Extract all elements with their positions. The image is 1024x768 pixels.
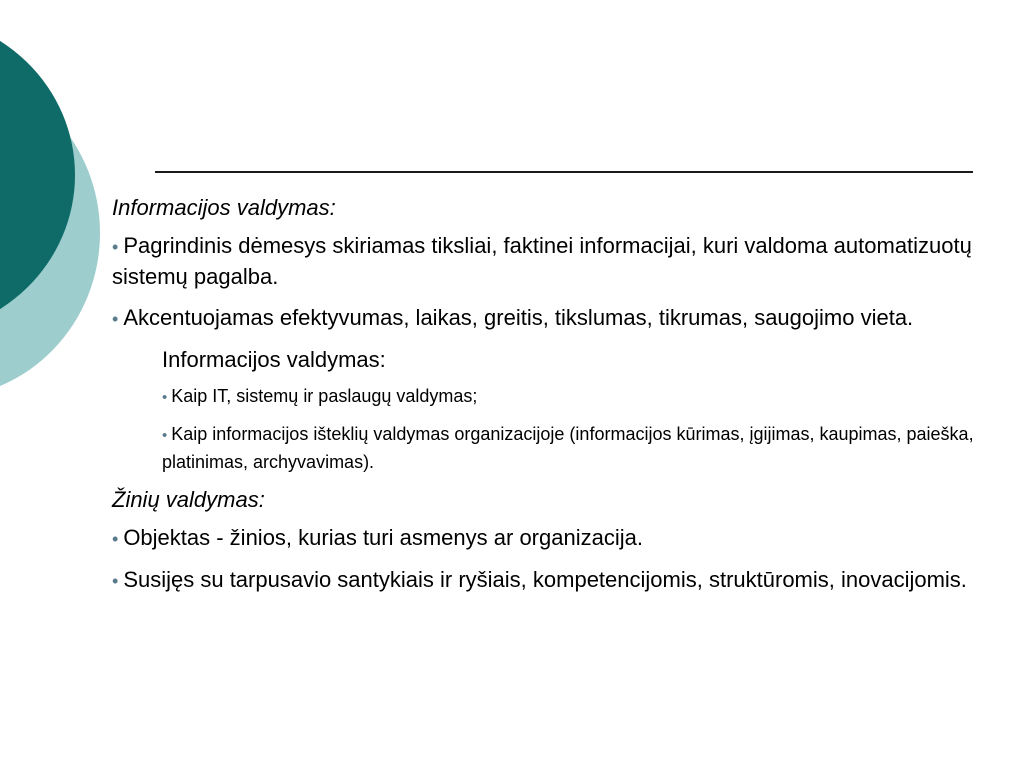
bullet-item — [112, 565, 987, 596]
sub-bullet-text: Kaip IT, sistemų ir paslaugų valdymas; — [171, 386, 478, 406]
sub-bullet-item — [162, 383, 987, 411]
subsection-heading: Informacijos valdymas: — [162, 347, 386, 372]
bullet-text: Akcentuojamas efektyvumas, laikas, greitis, tikslumas, tikrumas, saugojimo vieta. — [123, 305, 914, 330]
bullet-item — [112, 303, 987, 334]
bullet-icon: • — [162, 427, 168, 444]
bullet-text: Pagrindinis dėmesys skiriamas tiksliai, faktinei informacijai, kuri valdoma automatizuotų sistemų pagalba. — [112, 233, 972, 289]
sub-bullet-item — [162, 421, 987, 475]
section-heading-knowledge-management: Žinių valdymas: — [112, 487, 265, 512]
section-heading-information-management: Informacijos valdymas: — [112, 195, 336, 220]
bullet-text: Objektas - žinios, kurias turi asmenys ar organizacija. — [123, 525, 643, 550]
bullet-icon: • — [112, 529, 119, 549]
bullet-item — [112, 523, 987, 554]
bullet-icon: • — [162, 389, 168, 406]
bullet-text: Susijęs su tarpusavio santykiais ir ryšiais, kompetencijomis, struktūromis, inovacijomis. — [123, 567, 967, 592]
sub-bullet-text: Kaip informacijos išteklių valdymas organizacijoje (informacijos kūrimas, įgijimas, kaupimas, paieška, platinimas, archyvavimas). — [162, 424, 974, 472]
slide-body — [112, 193, 987, 607]
bullet-item — [112, 231, 987, 292]
bullet-icon: • — [112, 571, 119, 591]
title-divider — [155, 171, 973, 173]
bullet-icon: • — [112, 309, 119, 329]
bullet-icon: • — [112, 237, 119, 257]
